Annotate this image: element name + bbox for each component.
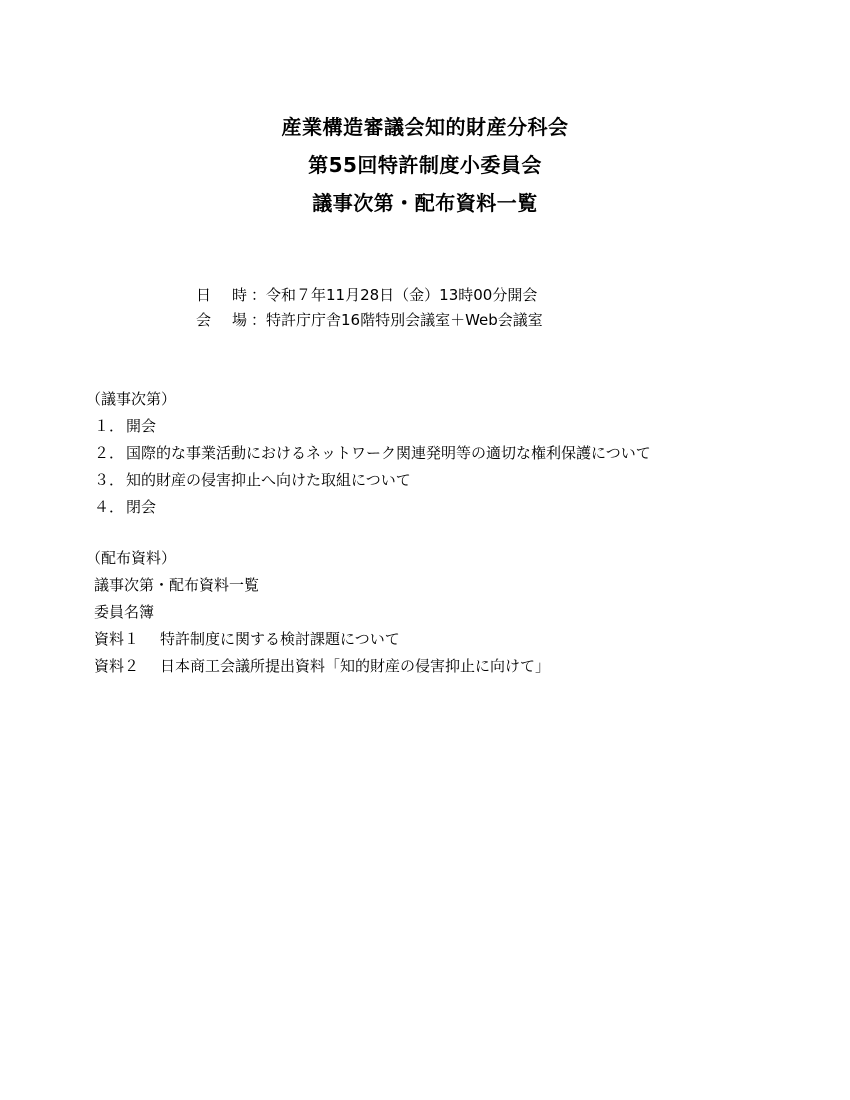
venue-value: ：特許庁庁舎16階特別会議室＋Web会議室 xyxy=(251,311,543,329)
agenda-section xyxy=(86,386,651,521)
venue-label: 会 場 xyxy=(196,311,248,329)
date-value: ：令和７年11月28日（金）13時00分開会 xyxy=(251,286,538,304)
material-item: 委員名簿 xyxy=(94,603,155,621)
agenda-item: ３． 知的財産の侵害抑止へ向けた取組について xyxy=(94,471,411,489)
document-title: 議事次第・配布資料一覧 xyxy=(312,191,538,215)
agenda-item: ４． 閉会 xyxy=(94,498,157,516)
material-item: 資料１ 特許制度に関する検討課題について xyxy=(94,630,400,648)
material-item: 議事次第・配布資料一覧 xyxy=(94,576,260,594)
date-row xyxy=(196,283,543,308)
material-item: 資料２ 日本商工会議所提出資料「知的財産の侵害抑止に向けて」 xyxy=(94,657,551,675)
title-block xyxy=(0,108,850,222)
agenda-item: １． 開会 xyxy=(94,417,157,435)
date-label: 日 時 xyxy=(196,286,248,304)
materials-heading: （配布資料） xyxy=(86,549,177,567)
committee-title: 産業構造審議会知的財産分科会 xyxy=(281,115,569,139)
meeting-title: 第55回特許制度小委員会 xyxy=(308,153,542,177)
meeting-info xyxy=(196,283,543,333)
venue-row xyxy=(196,308,543,333)
agenda-item: ２． 国際的な事業活動におけるネットワーク関連発明等の適切な権利保護について xyxy=(94,444,651,462)
agenda-heading: （議事次第） xyxy=(86,390,177,408)
materials-section xyxy=(86,545,550,680)
